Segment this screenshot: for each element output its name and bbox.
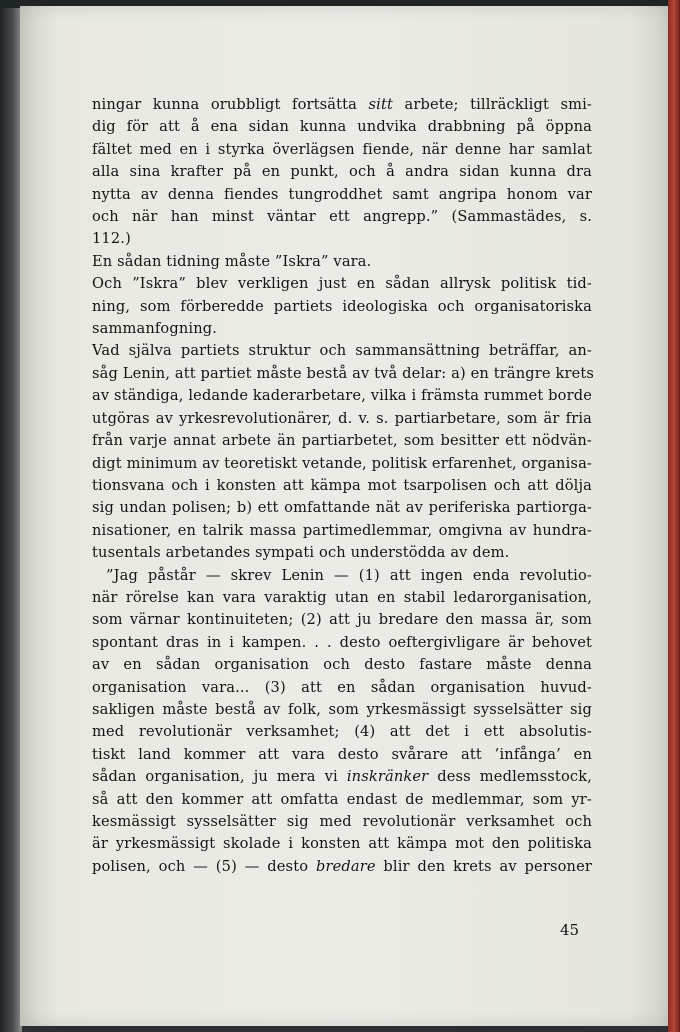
text-line: tusentals arbetandes sympati och understödda av dem. (92, 544, 510, 562)
text-line: som värnar kontinuiteten; (2) att ju bredare den massa är, som (92, 611, 592, 629)
text-line: nytta av denna fiendes tungroddhet samt angripa honom var (92, 185, 592, 203)
text-line: spontant dras in i kampen. . . desto oeftergivligare är behovet (92, 633, 592, 651)
text-line: såg Lenin, att partiet måste bestå av två delar: a) en trängre krets (92, 364, 595, 382)
text-line: tionsvana och i konsten att kämpa mot tsarpolisen och att dölja (92, 476, 592, 494)
text-line: alla sina krafter på en punkt, och å andra sidan kunna dra (92, 163, 592, 181)
text-line: utgöras av yrkesrevolutionärer, d. v. s. partiarbetare, som är fria (92, 409, 592, 427)
text-line: organisation vara... (3) att en sådan organisation huvud- (92, 678, 592, 696)
text-line: och när han minst väntar ett angrepp.” (Sammastädes, s. (92, 208, 592, 226)
text-line: ”Jag påstår — skrev Lenin — (1) att ingen enda revolutio- (106, 566, 592, 584)
text-line: polisen, och — (5) — desto bredare blir den krets av personer (92, 857, 592, 875)
text-line: från varje annat arbete än partiarbetet, som besitter ett nödvän- (92, 432, 592, 450)
text-line: när rörelse kan vara varaktig utan en stabil ledarorganisation, (92, 588, 592, 606)
text-line: tiskt land kommer att vara desto svårare att ’infånga’ en (92, 745, 592, 763)
text-line: 112.) (92, 230, 131, 248)
text-line: ning, som förberedde partiets ideologiska och organisatoriska (92, 297, 592, 315)
text-line: ningar kunna orubbligt fortsätta sitt arbete; tillräckligt smi- (92, 96, 592, 113)
book-page (20, 6, 668, 1026)
book-spine (0, 0, 22, 1032)
text-line: sig undan polisen; b) ett omfattande nät av periferiska partiorga- (92, 499, 592, 517)
text-line: digt minimum av teoretiskt vetande, politisk erfarenhet, organisa- (92, 454, 592, 472)
text-line: sådan organisation, ju mera vi inskränker dess medlemsstock, (92, 768, 592, 786)
text-line: dig för att å ena sidan kunna undvika drabbning på öppna (92, 118, 592, 136)
text-line: av ständiga, ledande kaderarbetare, vilka i främsta rummet borde (92, 387, 592, 405)
text-line: nisationer, en talrik massa partimedlemmar, omgivna av hundra- (92, 521, 592, 539)
text-line: så att den kommer att omfatta endast de medlemmar, som yr- (92, 790, 592, 808)
text-line: Vad själva partiets struktur och sammansättning beträffar, an- (92, 342, 592, 360)
text-line: sammanfogning. (92, 320, 218, 338)
book-cover-edge (668, 0, 680, 1032)
page-number: 45 (560, 921, 580, 939)
text-line: Och ”Iskra” blev verkligen just en sådan allrysk politisk tid- (92, 275, 592, 293)
text-line: av en sådan organisation och desto fastare måste denna (92, 656, 592, 674)
text-line: med revolutionär verksamhet; (4) att det i ett absolutis- (92, 723, 592, 741)
text-line: fältet med en i styrka överlägsen fiende, när denne har samlat (92, 140, 592, 158)
text-line: är yrkesmässigt skolade i konsten att kämpa mot den politiska (92, 835, 592, 853)
body-text (92, 94, 595, 878)
text-line: kesmässigt sysselsätter sig med revolutionär verksamhet och (92, 813, 592, 830)
text-line: En sådan tidning måste ”Iskra” vara. (92, 252, 372, 270)
text-line: sakligen måste bestå av folk, som yrkesmässigt sysselsätter sig (92, 700, 592, 718)
